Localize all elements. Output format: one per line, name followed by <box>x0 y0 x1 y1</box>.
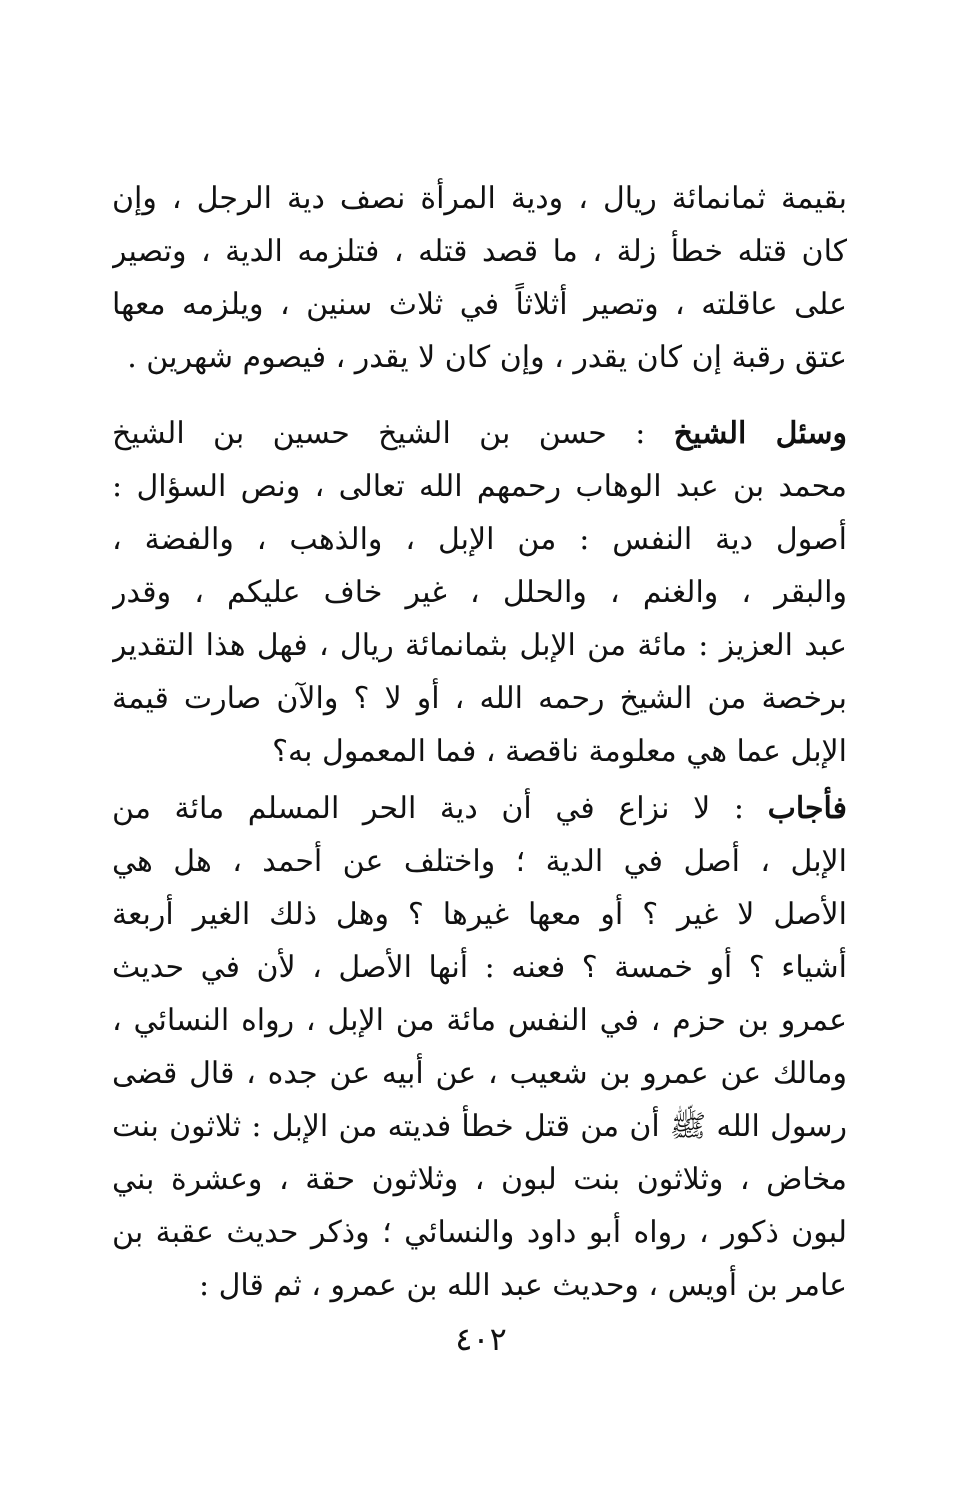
text-line: والبقر ، والغنم ، والحلل ، غير خاف عليكم ، وقدر <box>112 575 847 610</box>
text-line: أشياء ؟ أو خمسة ؟ فعنه : أنها الأصل ، لأن في حديث <box>112 950 847 985</box>
question-lead: وسئل الشيخ <box>673 416 847 451</box>
text-line: على عاقلته ، وتصير أثلاثاً في ثلاث سنين ، ويلزمه معها <box>112 287 847 322</box>
text-line: الإبل ، أصل في الدية ؛ واختلف عن أحمد ، هل هي <box>112 844 847 879</box>
text-line <box>112 782 847 835</box>
text-line <box>112 407 847 460</box>
text-line: محمد بن عبد الوهاب رحمهم الله تعالى ، ونص السؤال : <box>112 469 847 504</box>
text-line: كان قتله خطأ زلة ، ما قصد قتله ، فتلزمه الدية ، وتصير <box>112 234 847 269</box>
text-line: عمرو بن حزم ، في النفس مائة من الإبل ، رواه النسائي ، <box>112 1003 847 1038</box>
text-line: الأصل لا غير ؟ أو معها غيرها ؟ وهل ذلك الغير أربعة <box>112 897 847 932</box>
text-line: مخاض ، وثلاثون بنت لبون ، وثلاثون حقة ، وعشرة بني <box>112 1162 847 1197</box>
text-line: رسول الله ﷺ أن من قتل خطأ فديته من الإبل : ثلاثون بنت <box>112 1109 847 1144</box>
paragraph-answer <box>112 782 847 1312</box>
text-line: ومالك عن عمرو بن شعيب ، عن أبيه عن جده ، قال قضى <box>112 1056 847 1091</box>
question-lead-rest: : حسن بن الشيخ حسين بن الشيخ <box>112 416 674 451</box>
text-line: عبد العزيز : مائة من الإبل بثمانمائة ريال ، فهل هذا التقدير <box>112 628 847 663</box>
text-line: عامر بن أويس ، وحديث عبد الله بن عمرو ، ثم قال : <box>198 1268 847 1303</box>
answer-lead-rest: : لا نزاع في أن دية الحر المسلم مائة من <box>112 791 768 826</box>
text-line: عتق رقبة إن كان يقدر ، وإن كان لا يقدر ، فيصوم شهرين . <box>127 340 847 375</box>
paragraph-diya-amount <box>112 172 847 384</box>
text-line: بقيمة ثمانمائة ريال ، ودية المرأة نصف دية الرجل ، وإن <box>112 181 847 216</box>
text-line: برخصة من الشيخ رحمه الله ، أو لا ؟ والآن صارت قيمة <box>112 681 847 716</box>
text-line: الإبل عما هي معلومة ناقصة ، فما المعمول به؟ <box>272 734 847 769</box>
paragraph-question <box>112 407 847 778</box>
text-line: أصول دية النفس : من الإبل ، والذهب ، والفضة ، <box>112 522 847 557</box>
text-line: لبون ذكور ، رواه أبو داود والنسائي ؛ وذكر حديث عقبة بن <box>112 1215 847 1250</box>
answer-lead: فأجاب <box>767 791 847 826</box>
page-number: ٤٠٢ <box>455 1320 507 1358</box>
